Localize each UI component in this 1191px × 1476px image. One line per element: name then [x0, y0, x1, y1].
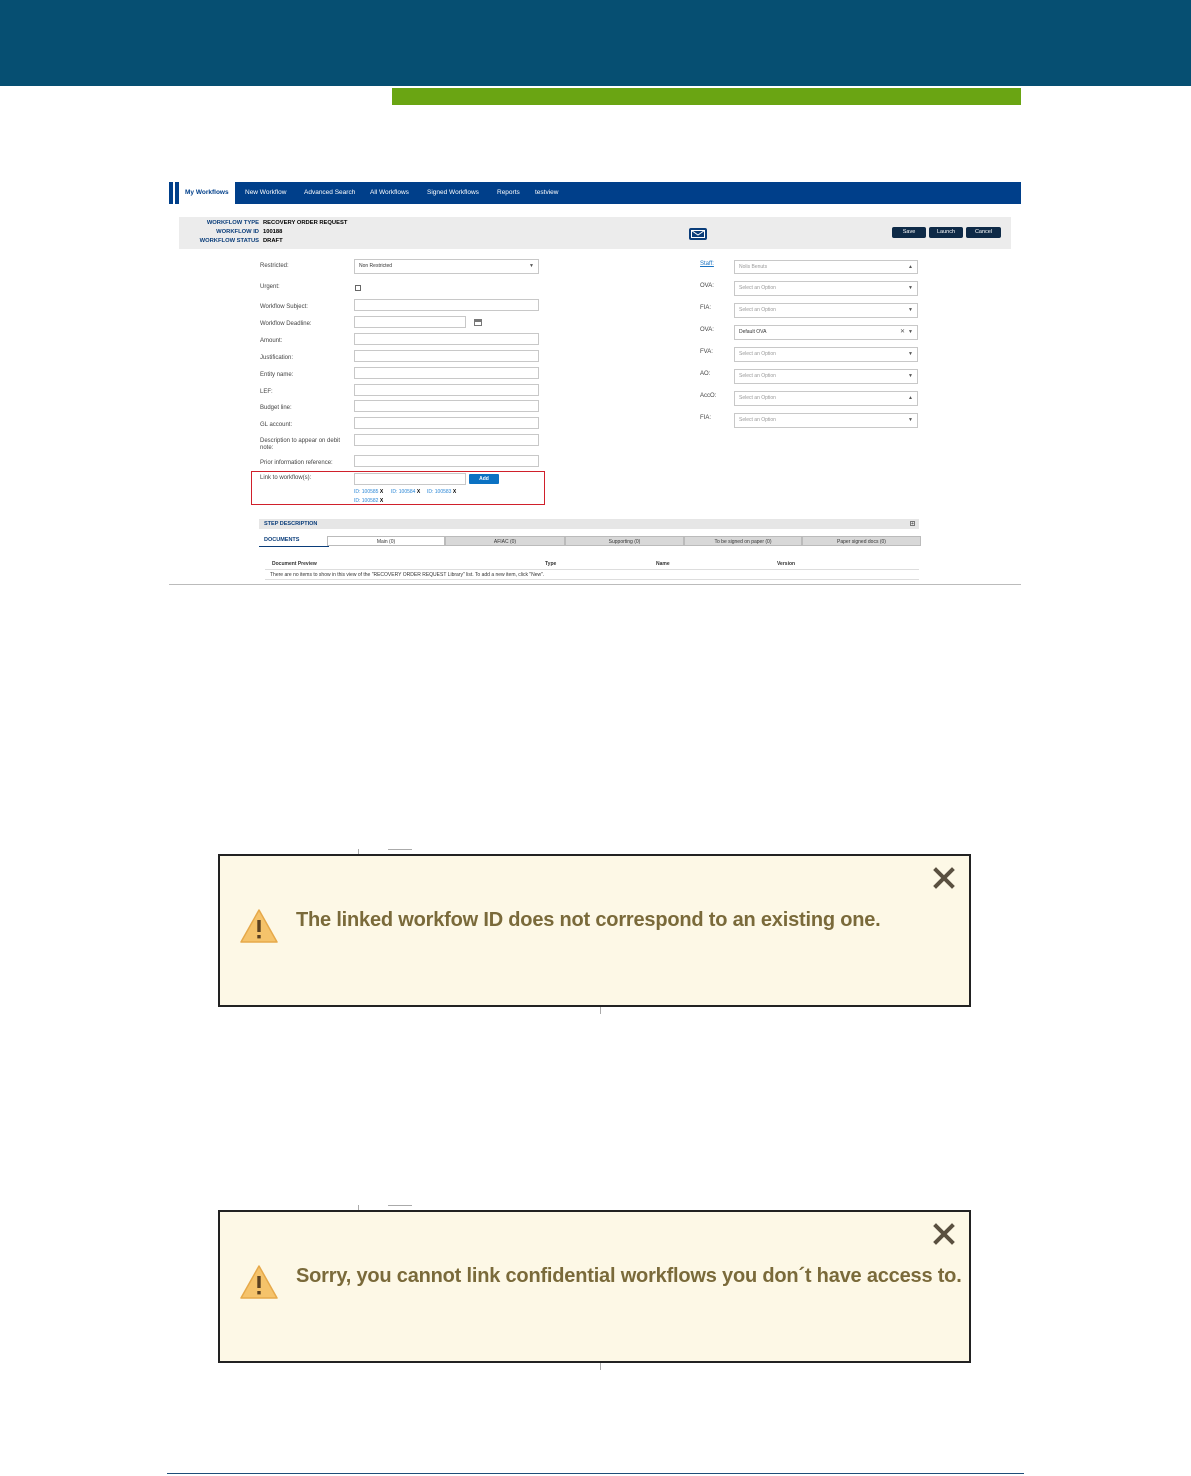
col-name[interactable]: Name — [656, 561, 670, 567]
link-label: Link to workflow(s): — [260, 475, 312, 481]
table-divider — [265, 569, 919, 570]
acco-select[interactable] — [734, 391, 918, 406]
lef-label: LEF: — [260, 389, 273, 395]
nav-testview[interactable]: testview — [535, 189, 559, 196]
chevron-up-icon: ▲ — [908, 395, 913, 401]
chevron-down-icon: ▼ — [908, 351, 913, 357]
nav-accent — [169, 182, 175, 204]
table-divider — [265, 579, 919, 580]
add-link-button[interactable]: Add — [469, 474, 499, 484]
linked-id-text: ID: 100583 — [427, 489, 452, 495]
prior-label: Prior information reference: — [260, 460, 333, 466]
launch-button[interactable]: Launch — [929, 227, 963, 238]
nav-advanced-search[interactable]: Advanced Search — [304, 189, 356, 196]
nav-signed-workflows[interactable]: Signed Workflows — [427, 189, 479, 196]
alert-no-access — [218, 1210, 971, 1363]
restricted-label: Restricted: — [260, 263, 289, 269]
nav-new-workflow[interactable]: New Workflow — [245, 189, 287, 196]
fva-label: FVA: — [700, 349, 713, 355]
entity-input[interactable] — [354, 367, 539, 379]
workflow-status-label: WORKFLOW STATUS — [199, 238, 259, 244]
ao-label: AO: — [700, 371, 711, 377]
fia2-select[interactable] — [734, 413, 918, 428]
background-tick — [388, 849, 412, 850]
workflow-type-value: RECOVERY ORDER REQUEST — [263, 220, 348, 226]
chevron-up-icon: ▲ — [908, 264, 913, 270]
ova-default-select[interactable] — [734, 325, 918, 340]
close-icon[interactable] — [932, 1222, 956, 1246]
subject-label: Workflow Subject: — [260, 304, 308, 310]
workflow-type-label: WORKFLOW TYPE — [206, 220, 259, 226]
link-input[interactable] — [354, 473, 466, 485]
acco-value: Select an Option — [739, 395, 776, 401]
linked-id-text: ID: 100584 — [391, 489, 416, 495]
restricted-value: Non Restricted — [359, 263, 393, 269]
tab-to-be-signed[interactable]: To be signed on paper (0) — [684, 536, 802, 546]
tab-paper-signed[interactable]: Paper signed docs (0) — [802, 536, 921, 546]
linked-id-text: ID: 100585 — [354, 489, 379, 495]
footer-rule — [167, 1473, 1024, 1474]
entity-label: Entity name: — [260, 372, 294, 378]
chevron-down-icon: ▼ — [908, 285, 913, 291]
justification-label: Justification: — [260, 355, 294, 361]
nav-reports[interactable]: Reports — [497, 189, 520, 196]
workflow-id-label: WORKFLOW ID — [216, 229, 259, 235]
chevron-down-icon: ▼ — [908, 373, 913, 379]
fia-label: FIA: — [700, 305, 712, 311]
ova-label: OVA: — [700, 283, 714, 289]
clear-icon[interactable]: ✕ — [899, 329, 905, 335]
expand-icon[interactable]: + — [911, 521, 914, 527]
workflow-id-value: 100188 — [263, 229, 283, 235]
documents-label: DOCUMENTS — [264, 537, 300, 543]
nav-all-workflows[interactable]: All Workflows — [370, 189, 409, 196]
justification-input[interactable] — [354, 350, 539, 362]
step-description-bar[interactable] — [259, 519, 919, 529]
calendar-icon[interactable] — [474, 319, 482, 326]
alert-message: The linked workfow ID does not correspond to an existing one. — [296, 909, 881, 931]
ova-default-value: Default OVA — [739, 329, 767, 335]
ova-value: Select an Option — [739, 285, 776, 291]
fia-select[interactable] — [734, 303, 918, 318]
fia2-value: Select an Option — [739, 417, 776, 423]
fva-select[interactable] — [734, 347, 918, 362]
tab-supporting[interactable]: Supporting (0) — [565, 536, 684, 546]
screenshot-border — [169, 584, 1021, 585]
empty-list-message: There are no items to show in this view of the "RECOVERY ORDER REQUEST Library" list. To add a new item, click "New". — [270, 572, 545, 578]
fva-value: Select an Option — [739, 351, 776, 357]
alert-message: Sorry, you cannot link confidential workflows you don´t have access to. — [296, 1265, 962, 1287]
header-banner — [0, 0, 1191, 86]
lef-input[interactable] — [354, 384, 539, 396]
warning-icon — [239, 1264, 279, 1300]
close-icon[interactable] — [932, 866, 956, 890]
description-label: Description to appear on debit — [260, 438, 341, 444]
remove-link-icon[interactable]: X — [452, 489, 457, 495]
workflow-screenshot — [169, 182, 1021, 584]
description-label-cont: note: — [260, 445, 274, 451]
budget-label: Budget line: — [260, 405, 292, 411]
top-nav — [169, 182, 1021, 204]
workflow-status-value: DRAFT — [263, 238, 283, 244]
restricted-select[interactable] — [354, 259, 539, 274]
description-input[interactable] — [354, 434, 539, 446]
accent-bar — [392, 88, 1021, 105]
remove-link-icon[interactable]: X — [379, 498, 384, 504]
save-button[interactable]: Save — [892, 227, 926, 238]
urgent-label: Urgent: — [260, 284, 280, 290]
col-document-preview[interactable]: Document Preview — [272, 561, 317, 567]
linked-id[interactable] — [427, 489, 456, 495]
col-type[interactable]: Type — [545, 561, 557, 567]
tab-afiac[interactable]: AFIAC (0) — [445, 536, 565, 546]
acco-label: AccO: — [700, 393, 717, 399]
chevron-down-icon: ▼ — [529, 263, 534, 269]
ao-value: Select an Option — [739, 373, 776, 379]
budget-input[interactable] — [354, 400, 539, 412]
ao-select[interactable] — [734, 369, 918, 384]
background-tick — [600, 1007, 601, 1014]
fia-value: Select an Option — [739, 307, 776, 313]
remove-link-icon[interactable]: X — [416, 489, 421, 495]
remove-link-icon[interactable]: X — [379, 489, 384, 495]
staff-select[interactable] — [734, 260, 918, 274]
chevron-down-icon: ▼ — [908, 307, 913, 313]
gl-input[interactable] — [354, 417, 539, 429]
chevron-down-icon: ▼ — [908, 329, 913, 335]
ova-select[interactable] — [734, 281, 918, 296]
linked-id[interactable] — [354, 489, 383, 495]
alert-invalid-id — [218, 854, 971, 1007]
linked-id[interactable] — [354, 498, 383, 504]
nav-my-workflows[interactable]: My Workflows — [179, 182, 235, 204]
linked-id-text: ID: 100582 — [354, 498, 379, 504]
fia2-label: FIA: — [700, 415, 712, 421]
deadline-input[interactable] — [354, 316, 466, 328]
deadline-label: Workflow Deadline: — [260, 321, 312, 327]
mail-icon[interactable] — [689, 228, 707, 240]
staff-value: Nolis Benuts — [739, 264, 768, 270]
warning-icon — [239, 908, 279, 944]
step-description-label: STEP DESCRIPTION — [264, 521, 318, 527]
background-tick — [600, 1363, 601, 1370]
amount-label: Amount: — [260, 338, 283, 344]
ova-default-label: OVA: — [700, 327, 714, 333]
staff-link[interactable]: Staff: — [700, 261, 714, 267]
subject-input[interactable] — [354, 299, 539, 311]
chevron-down-icon: ▼ — [908, 417, 913, 423]
cancel-button[interactable]: Cancel — [966, 227, 1001, 238]
gl-label: GL account: — [260, 422, 293, 428]
amount-input[interactable] — [354, 333, 539, 345]
tab-main[interactable]: Main (0) — [327, 536, 445, 546]
workflow-header — [179, 217, 1011, 249]
linked-id[interactable] — [391, 489, 420, 495]
col-version[interactable]: Version — [777, 561, 796, 567]
prior-input[interactable] — [354, 455, 539, 467]
urgent-checkbox[interactable] — [355, 285, 361, 291]
documents-underline — [259, 546, 329, 547]
background-tick — [388, 1205, 412, 1206]
